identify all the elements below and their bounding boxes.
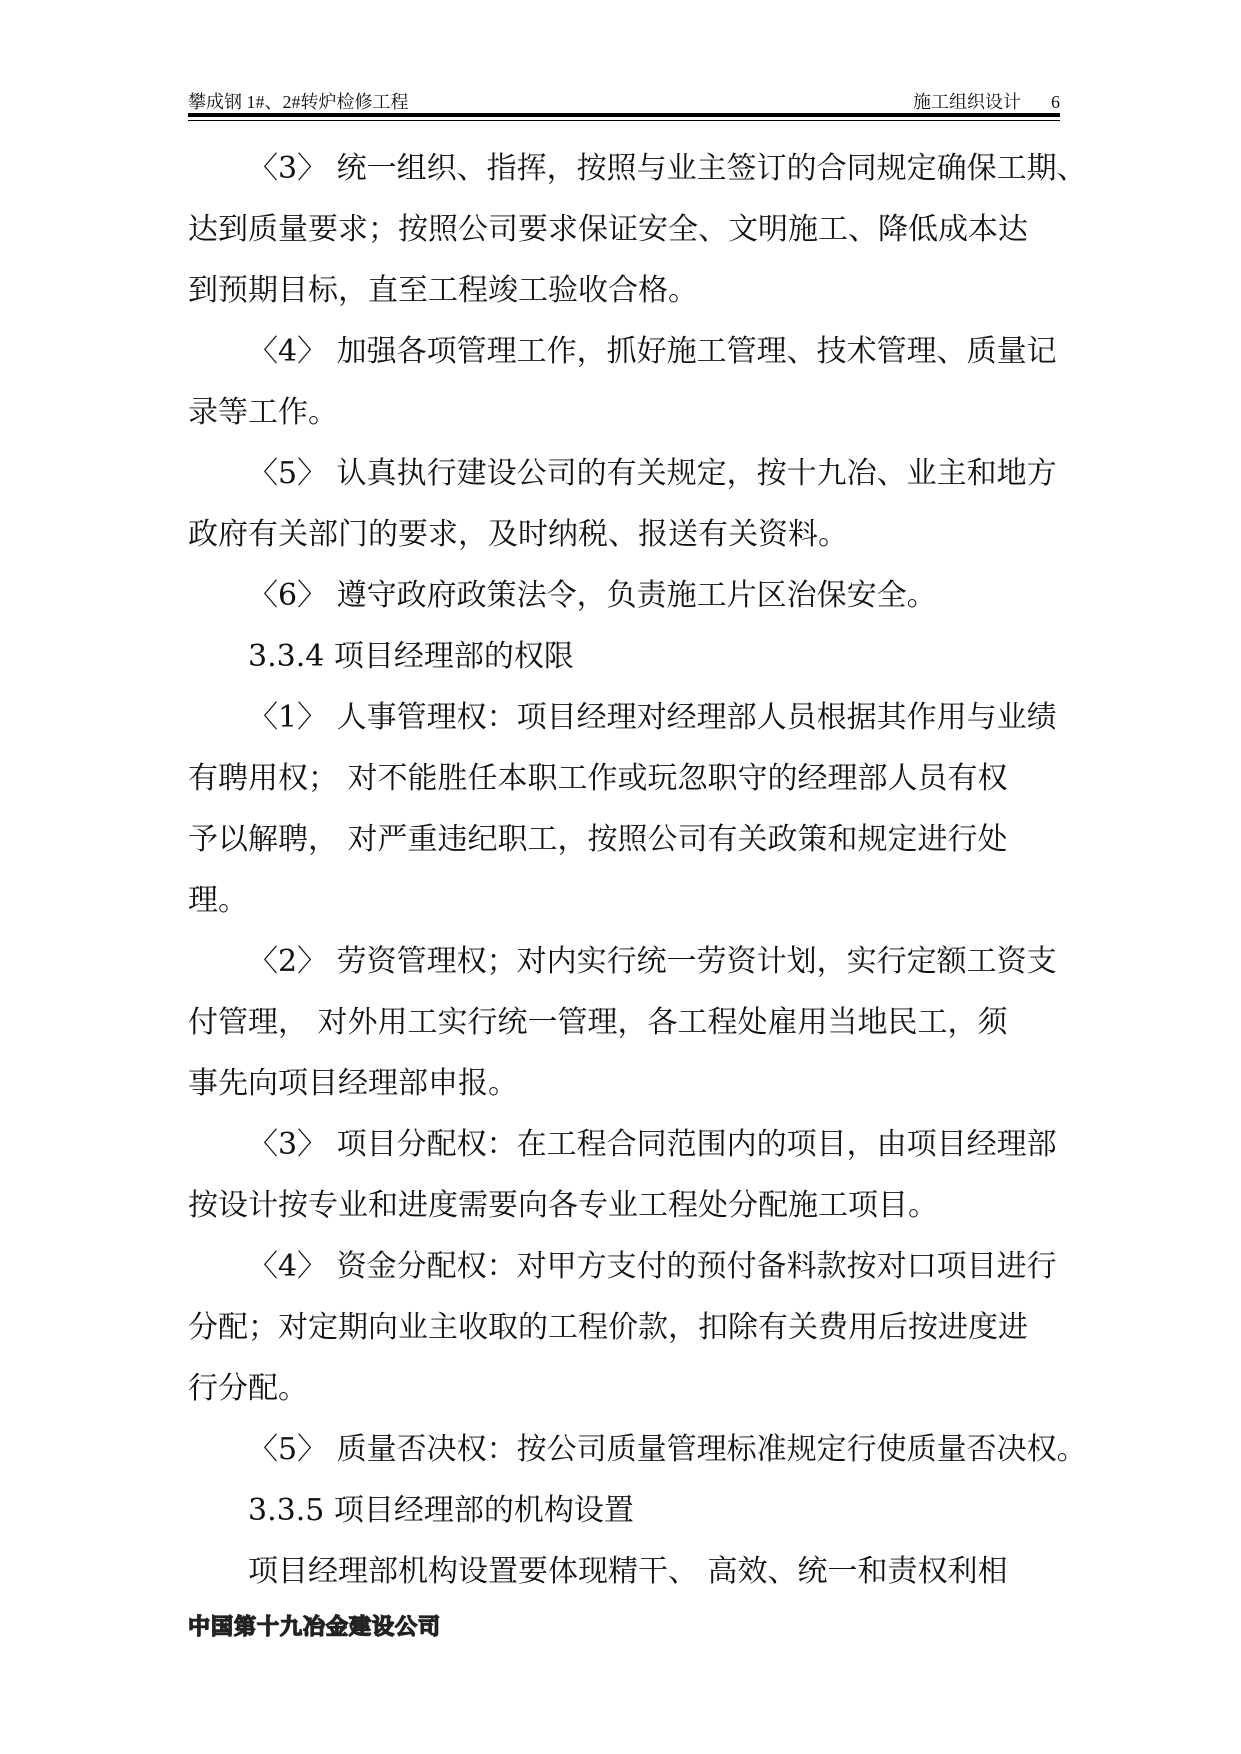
text-line: 行分配。: [188, 1371, 308, 1406]
footer-company-name: 中国第十九冶金建设公司: [188, 1615, 442, 1640]
header-rule-thin: [188, 120, 1060, 121]
paragraph: [188, 321, 1088, 443]
paragraph: [188, 1480, 1088, 1541]
text-line: 〈5〉 质量否决权：按公司质量管理标准规定行使质量否决权。: [248, 1432, 1087, 1467]
paragraph: [188, 1114, 1088, 1236]
text-line: 付管理， 对外用工实行统一管理，各工程处雇用当地民工，须: [188, 1005, 1008, 1040]
text-line: 〈4〉 加强各项管理工作，抓好施工管理、技术管理、质量记: [248, 334, 1057, 369]
text-line: 理。: [188, 883, 248, 918]
text-line: 〈1〉 人事管理权：项目经理对经理部人员根据其作用与业绩: [248, 700, 1057, 735]
text-line: 政府有关部门的要求，及时纳税、报送有关资料。: [188, 517, 848, 552]
paragraph: [188, 687, 1088, 931]
header-project-title: 攀成钢 1#、2#转炉检修工程: [188, 92, 409, 112]
paragraph: [188, 565, 1088, 626]
text-line: 予以解聘， 对严重违纪职工，按照公司有关政策和规定进行处: [188, 822, 1008, 857]
text-line: 到预期目标，直至工程竣工验收合格。: [188, 273, 698, 308]
text-line: 达到质量要求；按照公司要求保证安全、文明施工、降低成本达: [188, 212, 1028, 247]
paragraph: [188, 931, 1088, 1114]
page-header: [188, 88, 1060, 114]
text-line: 项目经理部机构设置要体现精干、 高效、统一和责权利相: [248, 1554, 1008, 1589]
paragraph: [188, 138, 1088, 321]
paragraph: [188, 1419, 1088, 1480]
text-line: 〈4〉 资金分配权：对甲方支付的预付备料款按对口项目进行: [248, 1249, 1057, 1284]
text-line: 有聘用权； 对不能胜任本职工作或玩忽职守的经理部人员有权: [188, 761, 1008, 796]
paragraph: [188, 626, 1088, 687]
text-line: 分配；对定期向业主收取的工程价款，扣除有关费用后按进度进: [188, 1310, 1028, 1345]
text-line: 3.3.5 项目经理部的机构设置: [248, 1493, 634, 1528]
text-line: 〈2〉 劳资管理权；对内实行统一劳资计划，实行定额工资支: [248, 944, 1057, 979]
text-line: 〈5〉 认真执行建设公司的有关规定，按十九冶、业主和地方: [248, 456, 1057, 491]
paragraph: [188, 1236, 1088, 1419]
text-line: 〈3〉 统一组织、指挥，按照与业主签订的合同规定确保工期、: [248, 151, 1087, 186]
text-line: 〈3〉 项目分配权：在工程合同范围内的项目，由项目经理部: [248, 1127, 1057, 1162]
text-line: 〈6〉 遵守政府政策法令，负责施工片区治保安全。: [248, 578, 937, 613]
text-line: 3.3.4 项目经理部的权限: [248, 639, 574, 674]
text-line: 事先向项目经理部申报。: [188, 1066, 518, 1101]
header-rule-thick: [188, 113, 1060, 117]
header-right: [913, 88, 1060, 114]
text-line: 录等工作。: [188, 395, 338, 430]
paragraph: [188, 443, 1088, 565]
page-number: 6: [1051, 92, 1060, 112]
header-section-title: 施工组织设计: [913, 92, 1021, 112]
document-body: [188, 138, 1088, 1602]
paragraph: [188, 1541, 1088, 1602]
text-line: 按设计按专业和进度需要向各专业工程处分配施工项目。: [188, 1188, 938, 1223]
